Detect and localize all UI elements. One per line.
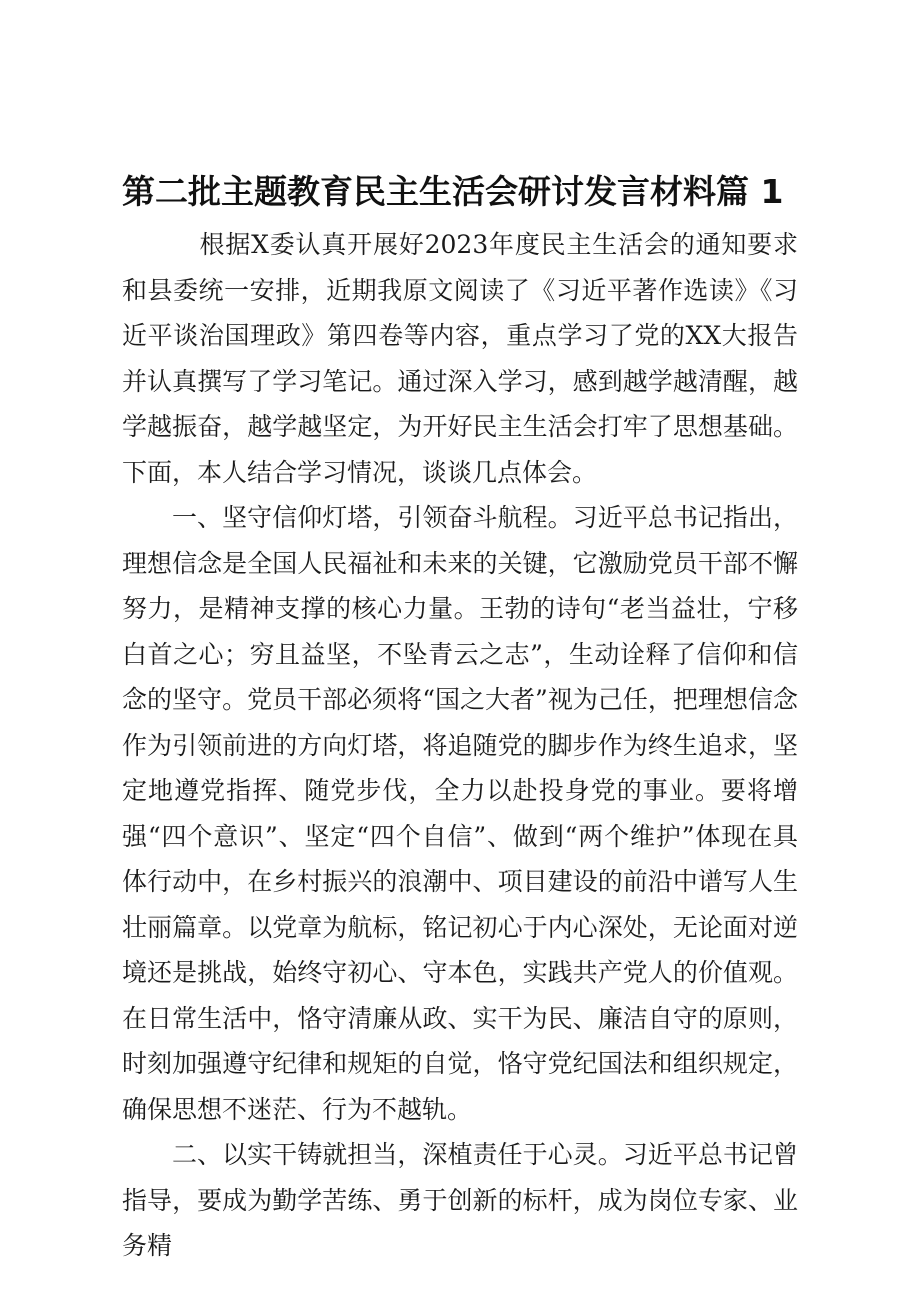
document-title: 第二批主题教育民主生活会研讨发言材料篇 1 xyxy=(122,172,784,211)
paragraph-intro: 根据X委认真开展好2023年度民主生活会的通知要求和县委统一安排，近期我原文阅读了《习近平著作选读》《习近平谈治国理政》第四卷等内容，重点学习了党的XX大报告并认真撰写了学习笔记。通过深入学习，感到越学越清醒，越学越振奋，越学越坚定，为开好民主生活会打牢了思想基础。下面，本人结合学习情况，谈谈几点体会。 xyxy=(122,230,798,487)
paragraph-section-1: 一、坚守信仰灯塔，引领奋斗航程。习近平总书记指出，理想信念是全国人民福祉和未来的关键，它激励党员干部不懈努力，是精神支撑的核心力量。王勃的诗句“老当益壮，宁移白首之心；穷且益坚，不坠青云之志”，生动诠释了信仰和信念的坚守。党员干部必须将“国之大者”视为己任，把理想信念作为引领前进的方向灯塔，将追随党的脚步作为终生追求，坚定地遵党指挥、随党步伐，全力以赴投身党的事业。要将增强“四个意识”、坚定“四个自信”、做到“两个维护”体现在具体行动中，在乡村振兴的浪潮中、项目建设的前沿中谱写人生壮丽篇章。以党章为航标，铭记初心于内心深处，无论面对逆境还是挑战，始终守初心、守本色，实践共产党人的价值观。在日常生活中，恪守清廉从政、实干为民、廉洁自守的原则，时刻加强遵守纪律和规矩的自觉，恪守党纪国法和组织规定，确保思想不迷茫、行为不越轨。 xyxy=(122,503,798,1124)
document-body xyxy=(122,222,798,1269)
paragraph-section-2: 二、以实干铸就担当，深植责任于心灵。习近平总书记曾指导，要成为勤学苦练、勇于创新的标杆，成为岗位专家、业务精 xyxy=(122,1140,798,1260)
